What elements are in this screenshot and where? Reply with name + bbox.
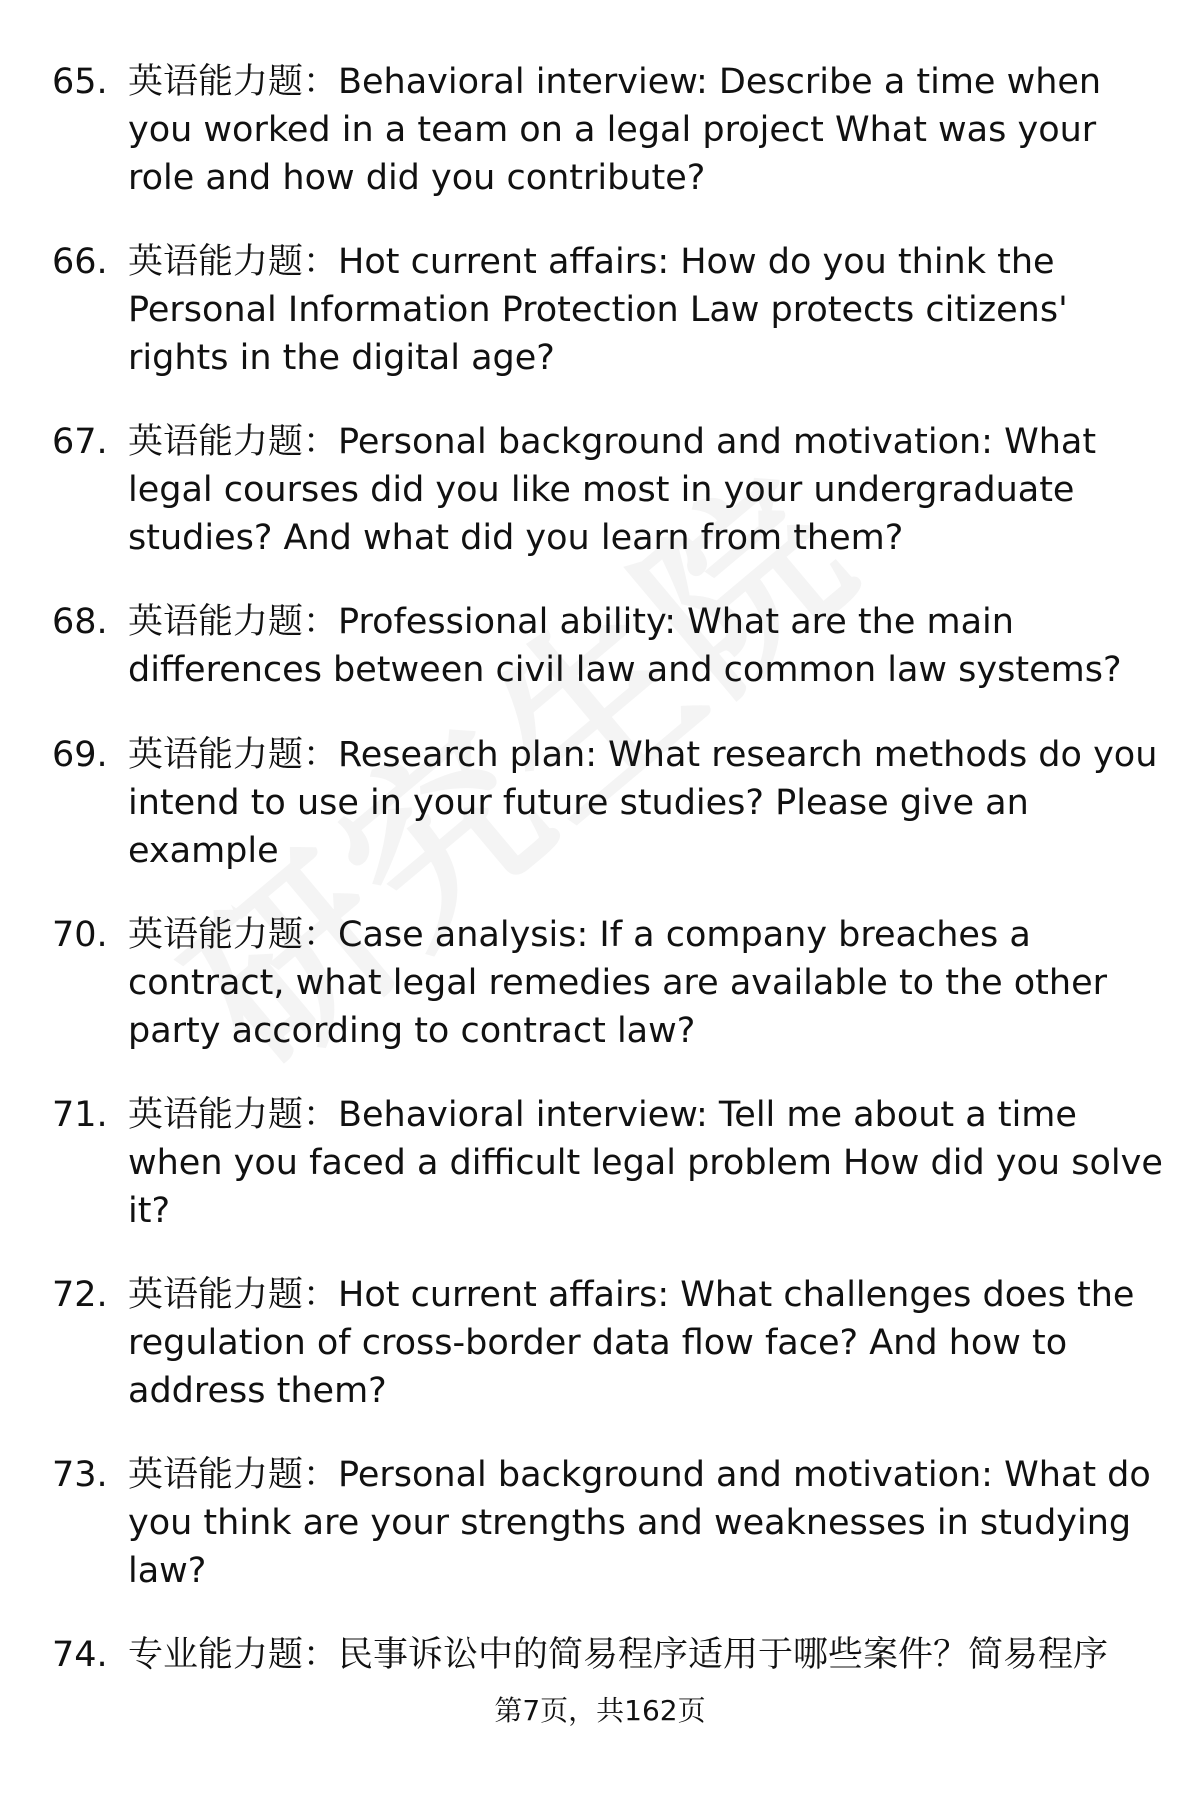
text-line: 英语能力题：Personal background and motivation: What xyxy=(128,422,1097,462)
list-item xyxy=(0,911,1200,1091)
text-line: 英语能力题：Behavioral interview: Describe a time when xyxy=(128,62,1102,102)
item-text xyxy=(128,238,1158,382)
text-line: 英语能力题：Hot current affairs: How do you think the xyxy=(128,242,1055,282)
text-line: role and how did you contribute? xyxy=(128,158,706,198)
text-line: rights in the digital age? xyxy=(128,338,555,378)
text-line: 英语能力题：Personal background and motivation: What do xyxy=(128,1455,1151,1495)
item-number: 66. xyxy=(52,242,108,282)
item-number: 68. xyxy=(52,602,108,642)
item-text xyxy=(128,1451,1158,1595)
list-item xyxy=(0,58,1200,238)
text-line: legal courses did you like most in your undergraduate xyxy=(128,470,1075,510)
list-item xyxy=(0,418,1200,598)
item-number: 74. xyxy=(52,1635,108,1675)
text-line: 英语能力题：Professional ability: What are the main xyxy=(128,602,1014,642)
item-text xyxy=(128,1271,1158,1415)
page-footer: 第7页，共162页 xyxy=(494,1694,706,1727)
text-line: law? xyxy=(128,1551,207,1591)
list-item xyxy=(0,1451,1200,1631)
text-line: regulation of cross-border data flow face? And how to xyxy=(128,1323,1068,1363)
item-number: 73. xyxy=(52,1455,108,1495)
list-item xyxy=(0,731,1200,911)
item-text xyxy=(128,418,1158,562)
item-text xyxy=(128,58,1158,202)
list-item xyxy=(0,238,1200,418)
item-number: 65. xyxy=(52,62,108,102)
list-item xyxy=(0,1091,1200,1271)
item-number: 71. xyxy=(52,1095,108,1135)
text-line: address them? xyxy=(128,1371,387,1411)
item-number: 67. xyxy=(52,422,108,462)
list-item xyxy=(0,598,1200,731)
text-line: intend to use in your future studies? Please give an xyxy=(128,783,1029,823)
text-line: differences between civil law and common law systems? xyxy=(128,650,1122,690)
text-line: 英语能力题：Research plan: What research methods do you xyxy=(128,735,1158,775)
item-number: 69. xyxy=(52,735,108,775)
text-line: you think are your strengths and weaknesses in studying xyxy=(128,1503,1132,1543)
item-text xyxy=(128,731,1158,875)
item-number: 70. xyxy=(52,915,108,955)
item-number: 72. xyxy=(52,1275,108,1315)
text-line: when you faced a difficult legal problem How did you solve xyxy=(128,1143,1163,1183)
item-text xyxy=(128,1631,1158,1679)
text-line: Personal Information Protection Law protects citizens' xyxy=(128,290,1068,330)
question-list xyxy=(0,58,1200,1811)
text-line: you worked in a team on a legal project What was your xyxy=(128,110,1097,150)
text-line: 英语能力题：Hot current affairs: What challenges does the xyxy=(128,1275,1135,1315)
text-line: it? xyxy=(128,1191,171,1231)
item-text xyxy=(128,598,1158,694)
text-line: party according to contract law? xyxy=(128,1011,696,1051)
list-item xyxy=(0,1271,1200,1451)
text-line: studies? And what did you learn from them? xyxy=(128,518,904,558)
text-line: contract, what legal remedies are available to the other xyxy=(128,963,1108,1003)
text-line: 专业能力题：民事诉讼中的简易程序适用于哪些案件？简易程序 xyxy=(128,1635,1109,1675)
text-line: example xyxy=(128,831,279,871)
item-text xyxy=(128,1091,1163,1235)
item-text xyxy=(128,911,1158,1055)
text-line: 英语能力题：Behavioral interview: Tell me about a time xyxy=(128,1095,1077,1135)
text-line: 英语能力题：Case analysis: If a company breaches a xyxy=(128,915,1031,955)
